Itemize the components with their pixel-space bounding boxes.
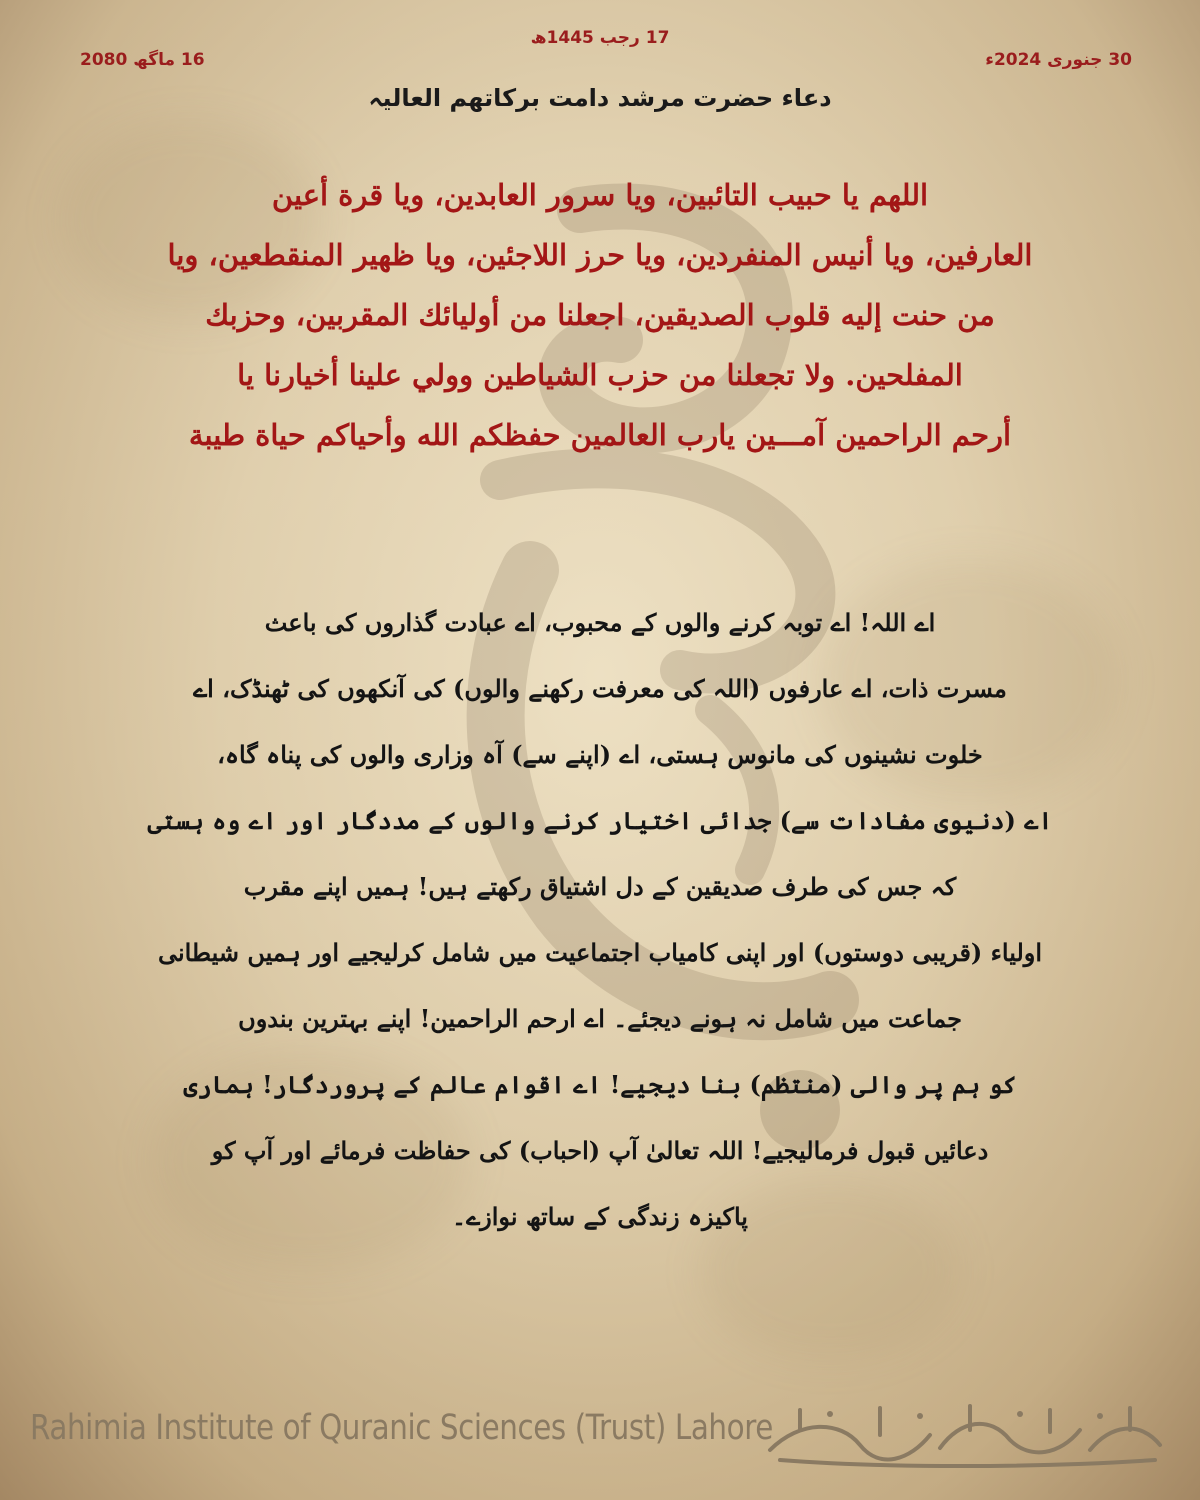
- arabic-dua-block: [90, 165, 1110, 465]
- bikrami-date: 16 ماگھ 2080: [80, 50, 205, 70]
- urdu-line: اے اللہ! اے توبہ کرنے والوں کے محبوب، اے عبادت گذاروں کی باعث: [264, 608, 936, 637]
- institute-calligraphy-logo-icon: [760, 1400, 1170, 1470]
- urdu-line: کو ہم پر والی (منتظم) بنا دیجیے! اے اقوام عالم کے پروردگار! ہماری: [183, 1070, 1017, 1099]
- urdu-line: مسرت ذات، اے عارفوں (اللہ کی معرفت رکھنے والوں) کی آنکھوں کی ٹھنڈک، اے: [193, 674, 1007, 703]
- urdu-line: پاکیزہ زندگی کے ساتھ نوازے۔: [452, 1202, 748, 1231]
- footer: [0, 1400, 1200, 1480]
- hijri-date: 17 رجب 1445ھ: [530, 28, 670, 48]
- urdu-line: دعائیں قبول فرمالیجیے! اللہ تعالیٰ آپ (احباب) کی حفاظت فرمائے اور آپ کو: [211, 1136, 989, 1165]
- urdu-line: جماعت میں شامل نہ ہونے دیجئے۔ اے ارحم الراحمین! اپنے بہترین بندوں: [238, 1004, 962, 1033]
- arabic-line: أرحم الراحمين آمـــين يارب العالمين حفظكم الله وأحياكم حياة طيبة: [188, 418, 1012, 452]
- arabic-line: العارفين، ويا أنيس المنفردين، ويا حرز اللاجئين، ويا ظهير المنقطعين، ويا: [167, 238, 1033, 272]
- arabic-line: المفلحين. ولا تجعلنا من حزب الشياطين وولي علينا أخيارنا يا: [237, 358, 963, 392]
- institute-name: Rahimia Institute of Quranic Sciences (Trust) Lahore: [30, 1408, 773, 1448]
- urdu-line: کہ جس کی طرف صدیقین کے دل اشتیاق رکھتے ہیں! ہمیں اپنے مقرب: [243, 872, 957, 901]
- page-title: دعاء حضرت مرشد دامت برکاتھم العالیہ: [368, 84, 832, 112]
- arabic-line: اللهم يا حبيب التائبين، ويا سرور العابدين، ويا قرة أعين: [271, 178, 929, 212]
- urdu-translation-block: [120, 590, 1080, 1250]
- urdu-line: اولیاء (قریبی دوستوں) اور اپنی کامیاب اجتماعیت میں شامل کرلیجیے اور ہمیں شیطانی: [157, 938, 1043, 967]
- arabic-line: من حنت إليه قلوب الصديقين، اجعلنا من أوليائك المقربين، وحزبك: [205, 298, 995, 332]
- urdu-line: اے (دنیوی مفادات سے) جدائی اختیار کرنے والوں کے مددگار اور اے وہ ہستی: [147, 806, 1053, 835]
- urdu-line: خلوت نشینوں کی مانوس ہستی، اے (اپنے سے) آہ وزاری والوں کی پناہ گاہ،: [217, 740, 983, 769]
- gregorian-date: 30 جنوری 2024ء: [985, 50, 1132, 70]
